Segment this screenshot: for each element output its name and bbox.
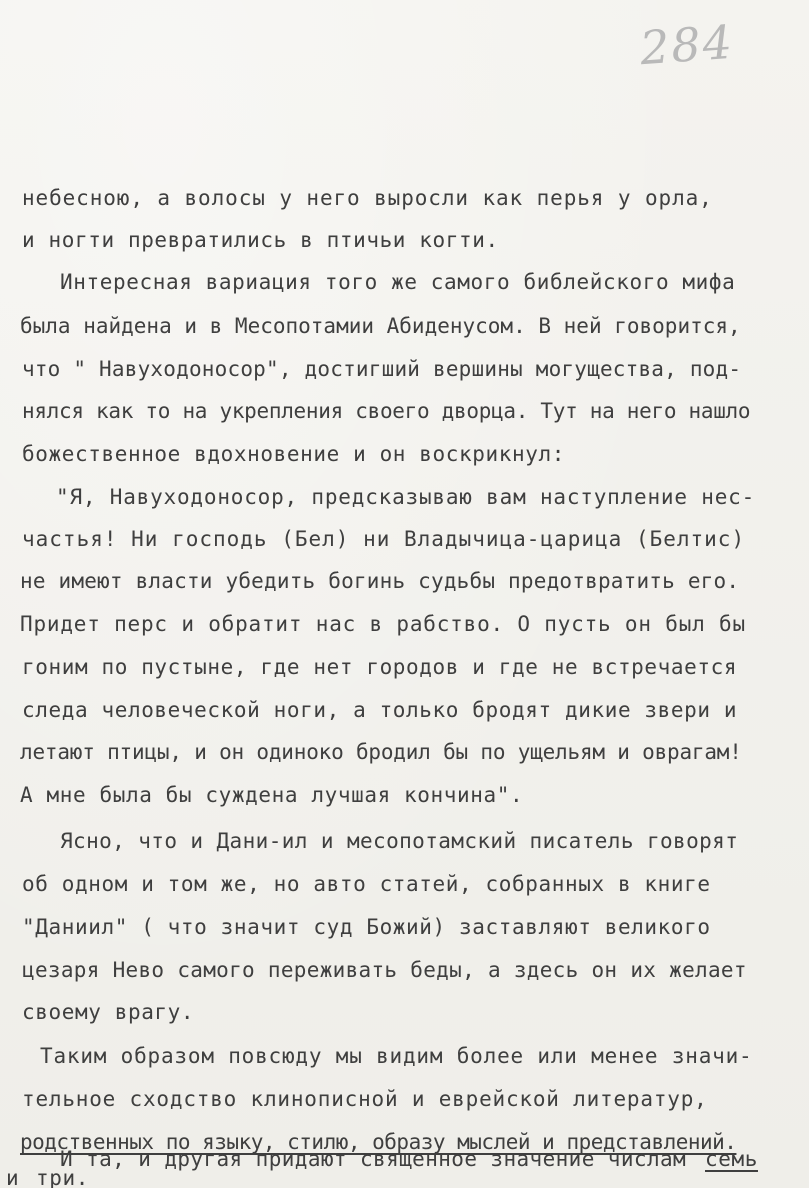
text-line-19: цезаря Нево самого переживать беды, а здесь он их желает [22,958,747,982]
text-line-14: летают птицы, и он одиноко бродил бы по ущельям и оврагам! [20,740,742,764]
text-line-9: частья! Ни господь (Бел) ни Владычица-царица (Белтис) [22,527,746,551]
page-number: 284 [638,14,736,76]
text-line-13: следа человеческой ноги, а только бродят дикие звери и [22,698,738,722]
text-line-11: Придет перс и обратит нас в рабство. О пусть он был бы [20,612,746,636]
text-line-12: гоним по пустыне, где нет городов и где не встречается [22,655,738,679]
text-line-21: Таким образом повсюду мы видим более или менее значи- [40,1044,753,1068]
text-line-25-start: и [6,1166,20,1188]
text-line-7: божественное вдохновение и он воскрикнул: [22,442,565,466]
text-line-8: "Я, Навуходоносор, предсказываю вам наступление нес- [56,485,756,509]
text-line-2: и ногти превратились в птичьи когти. [22,228,499,252]
text-line-24: И та, и другая придают священное значение числам [60,1147,687,1171]
text-line-1: небесною, а волосы у него выросли как перья у орла, [22,186,713,210]
text-line-22: тельное сходство клинописной и еврейской литератур, [22,1087,708,1111]
text-line-20: своему врагу. [22,1000,195,1024]
text-line-3: Интересная вариация того же самого библейского мифа [60,270,736,294]
text-line-18: "Даниил" ( что значит суд Божий) заставляют великого [22,915,711,939]
text-line-10: не имеют власти убедить богинь судьбы предотвратить его. [20,569,740,593]
text-line-6: нялся как то на укрепления своего дворца. Тут на него нашло [22,399,751,423]
text-line-17: об одном и том же, но авто статей, собранных в книге [22,872,711,896]
text-line-23-underlined: родственных по языку, стилю, образу мыслей и представлений. [20,1130,737,1154]
text-line-4: была найдена и в Месопотамии Абиденусом. В ней говорится, [20,314,741,338]
text-line-16: Ясно, что и Дани-ил и месопотамский писатель говорят [60,829,739,853]
text-line-5: что " Навуходоносор", достигший вершины могущества, под- [22,357,742,381]
text-line-25-underlined-word: три. [36,1166,89,1188]
text-line-15: А мне была бы суждена лучшая кончина". [20,783,524,807]
text-line-24-underlined-word: семь [705,1147,758,1171]
